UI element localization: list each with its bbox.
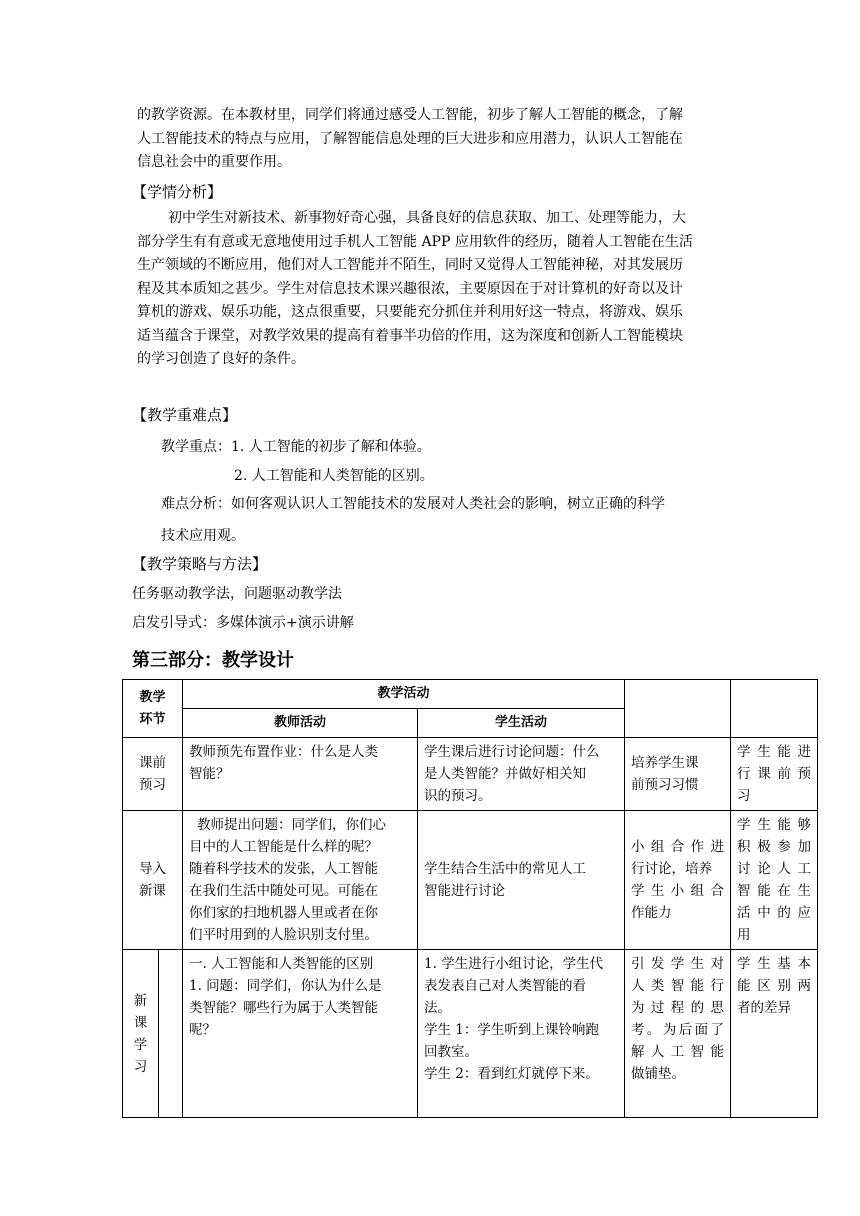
table-header-row (123, 680, 818, 709)
key-points-heading: 【教学重难点】 (132, 406, 238, 424)
teaching-focus-2: 2. 人工智能和人类智能的区别。 (234, 468, 434, 484)
stage-cell: 新 课 学 习 (123, 950, 159, 1118)
intent-cell: 培养学生课 前预习习惯 (625, 738, 731, 811)
text-line: 生产领域的不断应用，他们对人工智能并不陌生，同时又觉得人工智能神秘，对其发展历 (137, 257, 683, 273)
effect-cell: 学生基本 能区别两 者的差异 (731, 950, 818, 1118)
strategy-heading: 【教学策略与方法】 (132, 555, 268, 573)
teaching-design-table (122, 679, 818, 1118)
student-activity-cell: 学生结合生活中的常见人工 智能进行讨论 (418, 811, 625, 950)
text-line: 算机的游戏、娱乐功能，这点很重要，只要能充分抓住并利用好这一特点，将游戏、娱乐 (137, 304, 683, 320)
teacher-activity-cell: 教师提出问题：同学们，你们心 目中的人工智能是什么样的呢？ 随着科学技术的发张，人工智能 在我们生活中随处可见。可能在 你们家的扫地机器人里或者在你 们平时用到的人脸识别支付里。 (183, 811, 418, 950)
sub-stage-cell (159, 950, 183, 1118)
student-activity-cell: 学生课后进行讨论问题：什么 是人类智能？并做好相关知 识的预习。 (418, 738, 625, 811)
table-row (123, 811, 818, 950)
text-line: 的学习创造了良好的条件。 (137, 351, 305, 367)
text-line: 人工智能技术的特点与应用，了解智能信息处理的巨大进步和应用潜力，认识人工智能在 (137, 130, 683, 147)
text-line: 初中学生对新技术、新事物好奇心强，具备良好的信息获取、加工、处理等能力，大 (168, 210, 686, 226)
strategy-line-1: 任务驱动教学法，问题驱动教学法 (132, 586, 342, 602)
effect-cell: 学生能进 行课前预 习 (731, 738, 818, 811)
difficulty-analysis-2: 技术应用观。 (161, 528, 245, 544)
table-row (123, 738, 818, 811)
teacher-activity-cell: 教师预先布置作业：什么是人类 智能？ (183, 738, 418, 811)
text-line: 程及其本质知之甚少。学生对信息技术课兴趣很浓，主要原因在于对计算机的好奇以及计 (137, 280, 683, 297)
teacher-activity-header: 教师活动 (183, 709, 418, 738)
difficulty-analysis-1: 难点分析：如何客观认识人工智能技术的发展对人类社会的影响，树立正确的科学 (161, 496, 665, 512)
stage-cell: 导入 新课 (123, 811, 183, 950)
intent-cell: 小组合作进 行讨论，培养 学生小组合 作能力 (625, 811, 731, 950)
student-activity-header: 学生活动 (418, 709, 625, 738)
strategy-line-2: 启发引导式：多媒体演示+演示讲解 (132, 615, 354, 631)
text-line: 的教学资源。在本教材里，同学们将通过感受人工智能，初步了解人工智能的概念，了解 (137, 107, 683, 123)
stage-cell: 课前 预习 (123, 738, 183, 811)
table-row (123, 950, 818, 1118)
student-activity-cell: 1. 学生进行小组讨论，学生代 表发表自己对人类智能的看 法。 学生 1：学生听到上课铃响跑 回教室。 学生 2：看到红灯就停下来。 (418, 950, 625, 1118)
teacher-activity-cell: 一. 人工智能和人类智能的区别 1. 问题：同学们，你认为什么是 类智能？哪些行为属于人类智能 呢？ (183, 950, 418, 1118)
stage-header: 教学 环节 (123, 680, 183, 738)
text-line: 信息社会中的重要作用。 (137, 154, 291, 170)
effect-cell: 学生能够 积极参加 讨论人工 智能在生 活中的应 用 (731, 811, 818, 950)
text-line: 适当蕴含于课堂，对教学效果的提高有着事半功倍的作用，这为深度和创新人工智能模块 (137, 327, 683, 344)
student-analysis-paragraph (137, 207, 733, 372)
activity-header: 教学活动 (183, 680, 625, 709)
intent-cell: 引发学生对 人类智能行 为过程的思 考。为后面了 解人工智能 做铺垫。 (625, 950, 731, 1118)
teaching-focus-1: 教学重点：1. 人工智能的初步了解和体验。 (161, 439, 431, 455)
intro-paragraph (137, 104, 733, 175)
effect-header-cell (731, 680, 818, 738)
text-line: 部分学生有有意或无意地使用过手机人工智能 APP 应用软件的经历，随着人工智能在生活 (137, 233, 693, 250)
part-three-title: 第三部分：教学设计 (132, 650, 294, 671)
student-analysis-heading: 【学情分析】 (132, 183, 223, 201)
intent-header-cell (625, 680, 731, 738)
